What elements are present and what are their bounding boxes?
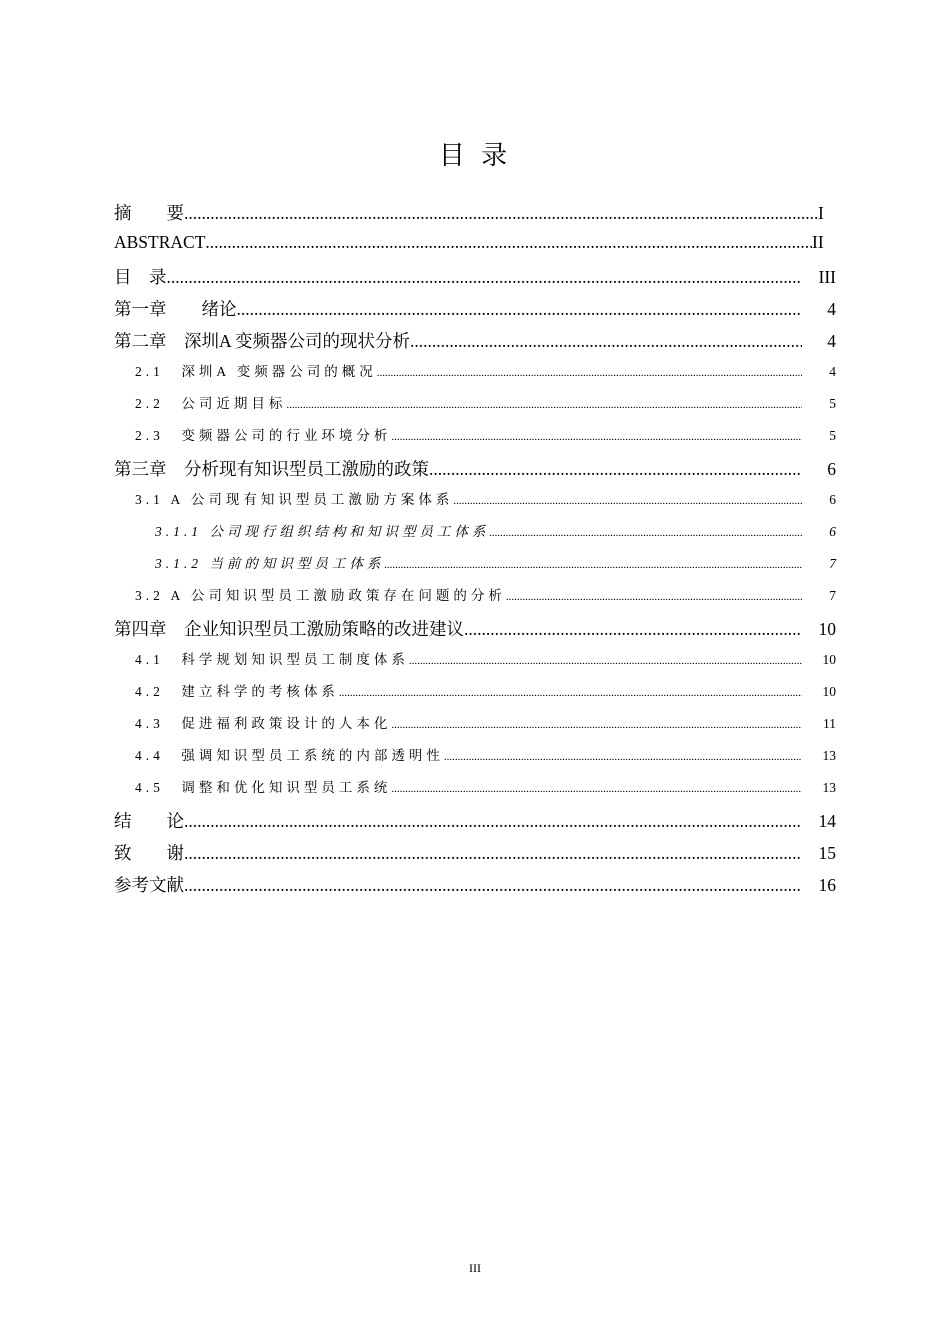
toc-leader-dots — [506, 591, 802, 603]
toc-leader-dots — [489, 527, 802, 539]
toc-entry-references[interactable] — [114, 872, 836, 904]
toc-entry-section-3-1-2[interactable] — [114, 552, 836, 584]
toc-entry-page: 15 — [818, 843, 836, 863]
toc-entry-abstract-cn[interactable] — [114, 200, 836, 232]
toc-entry-label: 结 论 — [114, 811, 184, 831]
toc-leader-dots — [167, 267, 801, 288]
toc-entry-label: 第四章 企业知识型员工激励策略的改进建议 — [114, 619, 464, 639]
toc-entry-contents[interactable] — [114, 264, 836, 296]
toc-entry-section-4-3[interactable] — [114, 712, 836, 744]
toc-entry-page: 5 — [829, 428, 836, 443]
toc-entry-label: 第三章 分析现有知识型员工激励的政策 — [114, 459, 429, 479]
toc-entry-label: 2.3 变频器公司的行业环境分析 — [135, 428, 392, 443]
toc-entry-chapter-3[interactable] — [114, 456, 836, 488]
toc-entry-chapter-4[interactable] — [114, 616, 836, 648]
toc-entry-label: 3.1.1 公司现行组织结构和知识型员工体系 — [155, 524, 490, 539]
toc-entry-label: 3.1 A 公司现有知识型员工激励方案体系 — [135, 492, 454, 507]
toc-entry-section-3-2[interactable] — [114, 584, 836, 616]
toc-leader-dots — [409, 655, 802, 667]
toc-entry-chapter-1[interactable] — [114, 296, 836, 328]
toc-leader-dots — [184, 811, 802, 832]
toc-entry-label: 4.2 建立科学的考核体系 — [135, 684, 339, 699]
toc-entry-section-2-2[interactable] — [114, 392, 836, 424]
toc-entry-page: 4 — [827, 331, 836, 351]
toc-entry-label: 2.1 深圳A 变频器公司的概况 — [135, 364, 377, 379]
toc-leader-dots — [377, 367, 802, 379]
toc-entry-section-3-1[interactable] — [114, 488, 836, 520]
page-number-footer: III — [469, 1261, 481, 1275]
toc-entry-chapter-2[interactable] — [114, 328, 836, 360]
toc-entry-label: 摘 要 — [114, 203, 184, 223]
toc-entry-page: 14 — [818, 811, 836, 831]
toc-entry-page: III — [818, 267, 836, 287]
toc-entry-page: 5 — [829, 396, 836, 411]
table-of-contents — [114, 200, 836, 904]
toc-entry-page: 6 — [829, 524, 836, 539]
toc-leader-dots — [410, 331, 802, 352]
toc-entry-section-4-2[interactable] — [114, 680, 836, 712]
toc-entry-label: 第一章 绪论 — [114, 299, 237, 319]
toc-entry-page: 13 — [822, 748, 836, 763]
toc-leader-dots — [453, 495, 802, 507]
toc-entry-label: 4.1 科学规划知识型员工制度体系 — [135, 652, 409, 667]
toc-entry-section-4-4[interactable] — [114, 744, 836, 776]
toc-entry-label: 4.3 促进福利政策设计的人本化 — [135, 716, 392, 731]
toc-entry-section-4-1[interactable] — [114, 648, 836, 680]
toc-leader-dots — [391, 431, 802, 443]
toc-entry-label: 2.2 公司近期目标 — [135, 396, 287, 411]
toc-entry-label: ABSTRACT — [114, 232, 206, 252]
toc-entry-section-2-3[interactable] — [114, 424, 836, 456]
toc-leader-dots — [184, 203, 818, 224]
toc-entry-section-3-1-1[interactable] — [114, 520, 836, 552]
toc-leader-dots — [286, 399, 802, 411]
toc-leader-dots — [339, 687, 802, 699]
toc-entry-label: 参考文献 — [114, 875, 184, 895]
toc-entry-page: 11 — [823, 716, 836, 731]
toc-entry-page: 6 — [829, 492, 836, 507]
toc-entry-section-2-1[interactable] — [114, 360, 836, 392]
toc-leader-dots — [464, 619, 802, 640]
toc-entry-page: I — [818, 203, 824, 223]
toc-entry-page: 10 — [822, 652, 836, 667]
toc-entry-page: 7 — [829, 588, 836, 603]
toc-entry-label: 3.2 A 公司知识型员工激励政策存在问题的分析 — [135, 588, 506, 603]
toc-entry-page: 16 — [818, 875, 836, 895]
toc-entry-section-4-5[interactable] — [114, 776, 836, 808]
toc-entry-page: 13 — [822, 780, 836, 795]
toc-leader-dots — [237, 299, 803, 320]
toc-leader-dots — [184, 843, 802, 864]
toc-leader-dots — [184, 875, 802, 896]
toc-entry-label: 致 谢 — [114, 843, 184, 863]
toc-entry-label: 第二章 深圳A 变频器公司的现状分析 — [114, 331, 411, 351]
toc-leader-dots — [429, 459, 802, 480]
toc-leader-dots — [205, 232, 812, 253]
toc-entry-conclusion[interactable] — [114, 808, 836, 840]
toc-entry-abstract-en[interactable] — [114, 232, 836, 264]
toc-entry-page: 4 — [827, 299, 836, 319]
toc-entry-label: 3.1.2 当前的知识型员工体系 — [155, 556, 385, 571]
toc-entry-label: 目 录 — [114, 267, 167, 287]
toc-entry-page: 10 — [822, 684, 836, 699]
toc-leader-dots — [391, 783, 802, 795]
toc-leader-dots — [391, 719, 802, 731]
toc-leader-dots — [384, 559, 802, 571]
page-title: 目 录 — [438, 141, 512, 171]
toc-entry-page: 6 — [827, 459, 836, 479]
toc-entry-label: 4.5 调整和优化知识型员工系统 — [135, 780, 392, 795]
toc-entry-page: II — [812, 232, 824, 252]
toc-entry-page: 10 — [818, 619, 836, 639]
toc-entry-page: 4 — [829, 364, 836, 379]
toc-entry-label: 4.4 强调知识型员工系统的内部透明性 — [135, 748, 444, 763]
toc-leader-dots — [444, 751, 802, 763]
toc-entry-page: 7 — [829, 556, 836, 571]
toc-entry-acknowledgements[interactable] — [114, 840, 836, 872]
